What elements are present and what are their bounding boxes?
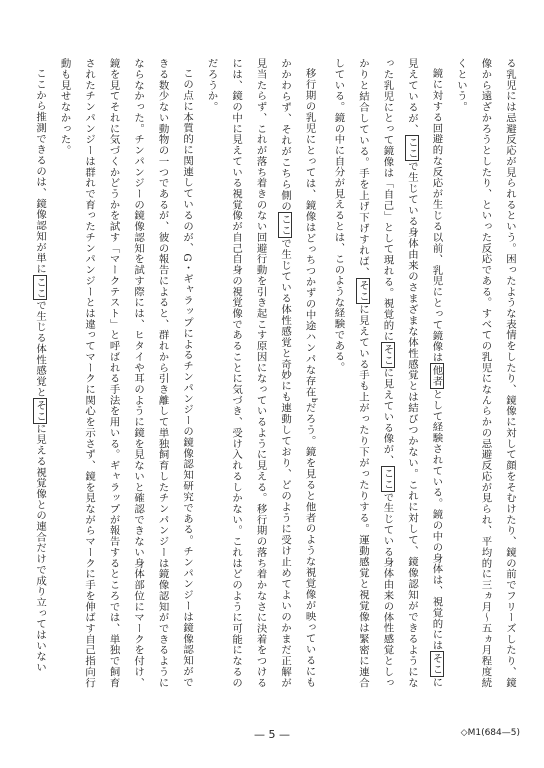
paragraph-3: [199, 58, 326, 688]
p3-segment: だろう。鏡を見ると他者のような視覚像が映っているにもかかわらず、それがこちら側の: [279, 58, 316, 688]
document-code: ◇M1(684—5): [460, 728, 520, 738]
boxed-term: ここ: [381, 467, 394, 490]
p2-segment: として経験されている。鏡の中の身体は、視覚的には: [430, 389, 443, 652]
boxed-term: そこ: [381, 343, 394, 366]
p5-segment: に見える視覚像との連合だけで成り立ってはいない: [34, 423, 47, 674]
boxed-term: そこ: [34, 399, 47, 422]
p2-segment: に見えている像が、: [381, 367, 394, 466]
paragraph-5: [28, 58, 53, 688]
boxed-term: 他者: [430, 365, 443, 388]
p3-segment: 移行期の乳児にとっては、鏡像はどっちつかずの中途ハンパな存在: [303, 68, 316, 398]
p2-segment: に見えている手も上がったり下がったりする。運動感覚と視覚像は緊密に連合している。鏡の中に自分が見えるとは、このような経験である。: [332, 58, 369, 688]
p5-segment: で生じる体性感覚と: [34, 300, 47, 398]
boxed-term: そこ: [357, 279, 369, 302]
p2-segment: で生じている身体由来の体性感覚としっかりと結合している。手を上げ下げすれば、: [357, 58, 394, 688]
p2-segment: に見えているが、: [406, 58, 443, 688]
page-number: — 5 —: [254, 728, 290, 741]
paragraph-1: [449, 58, 523, 688]
p2-segment: 鏡に対する回避的な反応が生じる以前、乳児にとって鏡像は: [430, 68, 443, 364]
vertical-text-body: [22, 58, 522, 688]
boxed-term: ここ: [406, 136, 418, 159]
paragraph-1-text: る乳児には忌避反応が見られるという。困ったような表情をしたり、鏡像に対して顔をそむけたり、鏡の前でフリーズしたり、鏡像から遠ざかろうとしたり、といった反応である。すべての乳児になんらかの忌避反応が見られ、平均的に三ヵ月〜五ヵ月程度続くという。: [455, 58, 516, 688]
p5-segment: ここから推測できるのは、鏡像認知が単に: [34, 68, 47, 275]
boxed-term: ここ: [34, 276, 47, 299]
paragraph-2: [326, 58, 449, 688]
annotation-mark: b: [310, 397, 318, 403]
paragraph-4: [52, 58, 199, 688]
p2-segment: で生じている身体由来のさまざまな体性感覚とは結びつかない。これに対して、鏡像認知ができるようになった乳児にとって鏡像は「自己」として現れる。視覚的に: [381, 58, 418, 688]
boxed-term: そこ: [430, 653, 443, 676]
boxed-term: ここ: [279, 213, 292, 236]
p3-segment: で生じている体性感覚と奇妙にも連動しており、どのように受け止めてよいのかまだ正解が見当たらず、これが落ち着きのない回避行動を引き起こす原因になっているように見える。移行期の落ち着かなさに決着をつけるには、鏡の中に見えている視覚像が自己自身の視覚像であることに気づき、受け入れるしかない。これはどのように可能になるのだろうか。: [205, 58, 292, 688]
p4-text: この点に本質的に関連しているのが、G・ギャラップによるチンパンジーの鏡像認知研究である。チンパンジーは鏡像認知ができる数少ない動物の一つであるが、彼の報告によると、群れから引き離して単独飼育したチンパンジーは鏡像認知ができるようにならなかった。チンパンジーの鏡像認知を試す際には、ヒタイや耳のように鏡を見ないと確認できない身体部位にマークを付け、鏡を見てそれに気づくかどうかを試す「マークテスト」と呼ばれる手法を用いる。ギャラップが報告するところでは、単独で飼育されたチンパンジーは群れで育ったチンパンジーとは違ってマークに関心を示さず、鏡を見ながらマークに手を伸ばす自己指向行動も見せなかった。: [58, 58, 194, 688]
